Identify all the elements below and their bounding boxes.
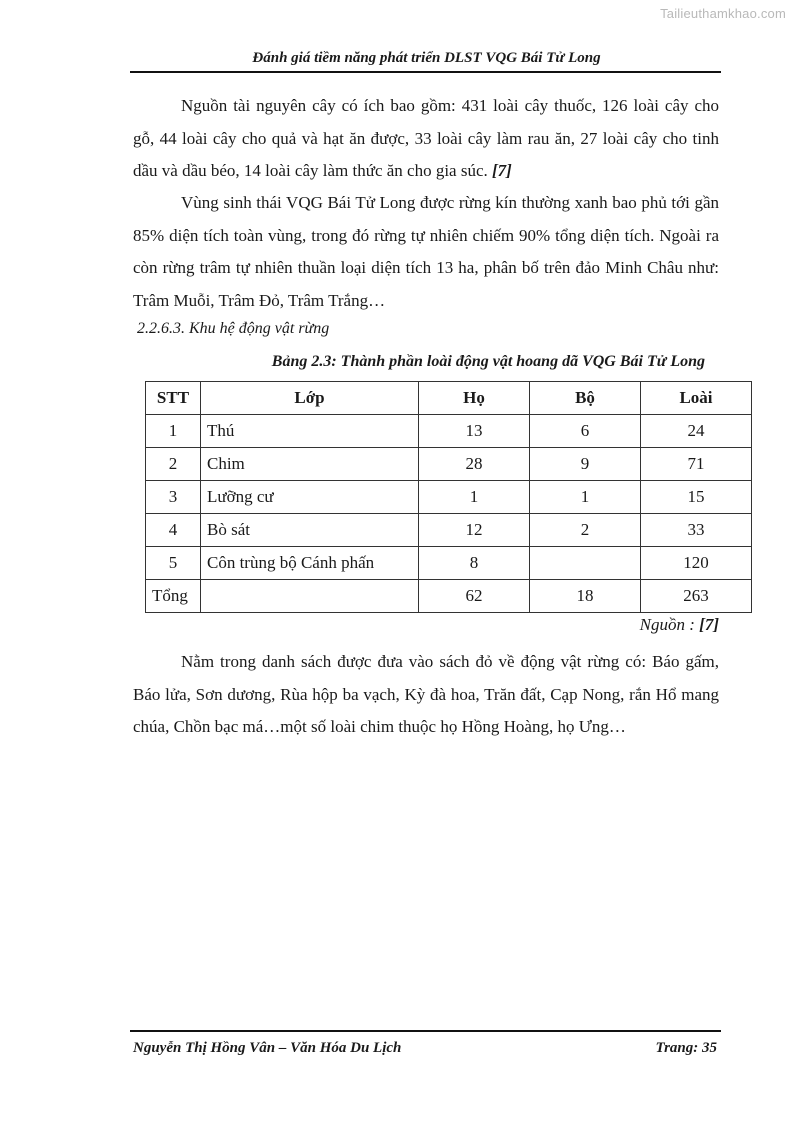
cell-ho: 12 [419, 514, 530, 547]
citation-ref: [7] [492, 161, 512, 180]
paragraph-red-book [133, 646, 719, 744]
cell-total-ho: 62 [419, 580, 530, 613]
cell-loai: 33 [641, 514, 752, 547]
cell-lop: Côn trùng bộ Cánh phấn [201, 547, 419, 580]
source-label: Nguồn : [639, 615, 695, 634]
header-stt: STT [146, 382, 201, 415]
cell-lop: Bò sát [201, 514, 419, 547]
footer-divider [130, 1030, 721, 1032]
cell-lop [201, 580, 419, 613]
cell-ho: 1 [419, 481, 530, 514]
header-ho: Họ [419, 382, 530, 415]
header-bo: Bộ [530, 382, 641, 415]
citation-ref: [7] [699, 615, 719, 634]
paragraph-useful-plants [133, 90, 719, 188]
header-lop: Lớp [201, 382, 419, 415]
cell-stt: 3 [146, 481, 201, 514]
table-row [146, 514, 752, 547]
cell-loai: 71 [641, 448, 752, 481]
section-heading: 2.2.6.3. Khu hệ động vật rừng [137, 320, 330, 337]
header-divider [130, 71, 721, 73]
table-row [146, 547, 752, 580]
cell-lop: Chim [201, 448, 419, 481]
cell-loai: 120 [641, 547, 752, 580]
footer-author: Nguyễn Thị Hồng Vân – Văn Hóa Du Lịch [133, 1040, 402, 1056]
cell-stt: 1 [146, 415, 201, 448]
cell-ho: 28 [419, 448, 530, 481]
cell-loai: 24 [641, 415, 752, 448]
cell-stt: 2 [146, 448, 201, 481]
table-row [146, 448, 752, 481]
table-row [146, 481, 752, 514]
paragraph-text: Nằm trong danh sách được đưa vào sách đỏ về động vật rừng có: Báo gấm, Báo lửa, Sơn dương, Rùa hộp ba vạch, Kỳ đà hoa, Trăn đất, Cạp Nong, rắn Hổ mang chúa, Chồn bạc má…một số loài chim thuộc họ Hồng Hoàng, họ Ưng… [133, 652, 719, 736]
table-header-row [146, 382, 752, 415]
cell-stt: 5 [146, 547, 201, 580]
cell-total-label: Tổng [146, 580, 201, 613]
table-source [133, 615, 719, 635]
header-loai: Loài [641, 382, 752, 415]
table-row [146, 415, 752, 448]
footer-page-number: Trang: 35 [655, 1040, 717, 1056]
cell-bo [530, 547, 641, 580]
cell-loai: 15 [641, 481, 752, 514]
cell-ho: 8 [419, 547, 530, 580]
cell-lop: Thú [201, 415, 419, 448]
cell-bo: 1 [530, 481, 641, 514]
cell-total-bo: 18 [530, 580, 641, 613]
paragraph-ecosystem [133, 187, 719, 317]
watermark: Tailieuthamkhao.com [660, 6, 786, 21]
paragraph-text: Nguồn tài nguyên cây có ích bao gồm: 431 loài cây thuốc, 126 loài cây cho gỗ, 44 loài cây cho quả và hạt ăn được, 33 loài cây làm rau ăn, 27 loài cây cho tinh dầu và dầu béo, 14 loài cây làm thức ăn cho gia súc. [133, 96, 719, 180]
cell-total-loai: 263 [641, 580, 752, 613]
cell-lop: Lưỡng cư [201, 481, 419, 514]
table-total-row [146, 580, 752, 613]
cell-bo: 2 [530, 514, 641, 547]
paragraph-text: Vùng sinh thái VQG Bái Tử Long được rừng kín thường xanh bao phủ tới gần 85% diện tích toàn vùng, trong đó rừng tự nhiên chiếm 90% tổng diện tích. Ngoài ra còn rừng trâm tự nhiên thuần loại diện tích 13 ha, phân bố trên đảo Minh Châu như: Trâm Muỗi, Trâm Đỏ, Trâm Trắng… [133, 193, 719, 310]
cell-bo: 6 [530, 415, 641, 448]
cell-stt: 4 [146, 514, 201, 547]
page-header-title: Đánh giá tiềm năng phát triển DLST VQG Bái Tử Long [252, 50, 601, 66]
cell-ho: 13 [419, 415, 530, 448]
table-caption: Bảng 2.3: Thành phần loài động vật hoang dã VQG Bái Tử Long [271, 353, 705, 370]
cell-bo: 9 [530, 448, 641, 481]
species-table [145, 381, 752, 613]
